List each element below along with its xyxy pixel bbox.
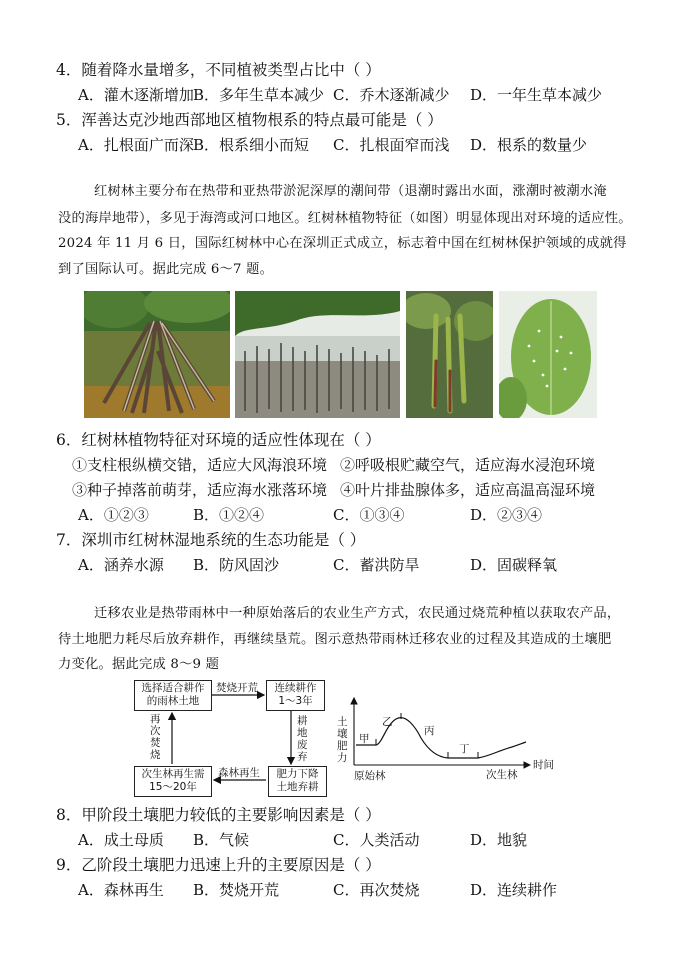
q8-option-c[interactable]: C．人类活动 bbox=[333, 831, 420, 849]
q7-option-a[interactable]: A．涵养水源 bbox=[78, 556, 164, 574]
q9-option-d[interactable]: D．连续耕作 bbox=[470, 881, 558, 899]
flow-box-secondary-forest-line1: 次生林再生需 bbox=[141, 768, 205, 780]
q5-option-c[interactable]: C．扎根面窄而浅 bbox=[333, 136, 450, 154]
q4-option-c[interactable]: C．乔木逐渐减少 bbox=[333, 86, 450, 104]
label-abandon: 耕地废弃 bbox=[297, 715, 308, 763]
chart-stage-yi: 乙 bbox=[382, 716, 393, 728]
chart-stage-bing: 丙 bbox=[424, 725, 435, 737]
chart-stage-ding: 丁 bbox=[459, 743, 470, 755]
question-6-stem: 6．红树林植物特征对环境的适应性体现在（ ） bbox=[56, 431, 381, 449]
passage2-line-2: 待土地肥力耗尽后放弃耕作，再继续垦荒。图示意热带雨林迁移农业的过程及其造成的土壤肥 bbox=[58, 632, 612, 647]
q7-option-b[interactable]: B．防风固沙 bbox=[193, 556, 280, 574]
label-reburn: 再次焚烧 bbox=[150, 713, 161, 761]
label-forest-regrow: 森林再生 bbox=[218, 767, 260, 779]
flow-box-fertility-decline-line1: 肥力下降 bbox=[276, 768, 319, 780]
flow-box-select-land-line1: 选择适合耕作 bbox=[141, 682, 205, 694]
chart-ylabel: 土壤肥力 bbox=[337, 716, 348, 764]
label-burn-clearing: 焚烧开荒 bbox=[216, 682, 258, 694]
flow-box-select-land-line2: 的雨林土地 bbox=[146, 695, 200, 707]
q9-option-b[interactable]: B．焚烧开荒 bbox=[193, 881, 280, 899]
q5-option-a[interactable]: A．扎根面广而深 bbox=[78, 136, 194, 154]
flow-box-continuous-farming-line2: 1～3年 bbox=[278, 695, 313, 707]
chart-xlabel: 时间 bbox=[533, 759, 554, 771]
q4-option-d[interactable]: D．一年生草本减少 bbox=[470, 86, 603, 104]
question-5-stem: 5．浑善达克沙地西部地区植物根系的特点最可能是（ ） bbox=[56, 111, 443, 129]
passage1-line-2: 没的海岸地带），多见于海湾或河口地区。红树林植物特征（如图）明显体现出对环境的适应性。 bbox=[58, 211, 632, 226]
flow-box-fertility-decline-line2: 土地弃耕 bbox=[276, 781, 319, 793]
q6-statement-4: ④叶片排盐腺体多，适应高温高湿环境 bbox=[340, 481, 596, 499]
passage2-line-3: 力变化。据此完成 8～9 题 bbox=[58, 657, 220, 672]
q7-option-d[interactable]: D．固碳释氧 bbox=[470, 556, 558, 574]
q8-option-b[interactable]: B．气候 bbox=[193, 831, 250, 849]
q6-option-b[interactable]: B．①②④ bbox=[193, 506, 265, 524]
question-7-stem: 7．深圳市红树林湿地系统的生态功能是（ ） bbox=[56, 531, 366, 549]
q8-option-a[interactable]: A．成土母质 bbox=[78, 831, 164, 849]
flow-box-secondary-forest-line2: 15～20年 bbox=[149, 781, 197, 793]
q9-option-a[interactable]: A．森林再生 bbox=[78, 881, 164, 899]
q9-option-c[interactable]: C．再次焚烧 bbox=[333, 881, 420, 899]
q6-option-a[interactable]: A．①②③ bbox=[78, 506, 149, 524]
chart-stage-jia: 甲 bbox=[359, 733, 370, 745]
passage1-line-1: 红树林主要分布在热带和亚热带淤泥深厚的潮间带（退潮时露出水面，涨潮时被潮水淹 bbox=[94, 184, 607, 199]
passage2-line-1: 迁移农业是热带雨林中一种原始落后的农业生产方式，农民通过烧荒种植以获取农产品， bbox=[94, 606, 621, 621]
q8-option-d[interactable]: D．地貌 bbox=[470, 831, 528, 849]
q7-option-c[interactable]: C．蓄洪防旱 bbox=[333, 556, 420, 574]
q6-statement-1: ①支柱根纵横交错，适应大风海浪环境 bbox=[72, 456, 328, 474]
q5-option-d[interactable]: D．根系的数量少 bbox=[470, 136, 588, 154]
chart-x-end: 次生林 bbox=[486, 769, 518, 781]
question-9-stem: 9．乙阶段土壤肥力迅速上升的主要原因是（ ） bbox=[56, 856, 381, 874]
q4-option-a[interactable]: A．灌木逐渐增加 bbox=[78, 86, 194, 104]
q6-statement-2: ②呼吸根贮藏空气，适应海水浸泡环境 bbox=[340, 456, 596, 474]
flow-box-continuous-farming-line1: 连续耕作 bbox=[274, 682, 317, 694]
passage1-line-4: 到了国际认可。据此完成 6～7 题。 bbox=[58, 262, 274, 277]
q5-option-b[interactable]: B．根系细小而短 bbox=[193, 136, 310, 154]
q6-statement-3: ③种子掉落前萌芽，适应海水涨落环境 bbox=[72, 481, 328, 499]
q6-option-d[interactable]: D．②③④ bbox=[470, 506, 543, 524]
q6-option-c[interactable]: C．①③④ bbox=[333, 506, 405, 524]
question-4-stem: 4．随着降水量增多，不同植被类型占比中（ ） bbox=[56, 61, 381, 79]
q4-option-b[interactable]: B．多年生草本减少 bbox=[193, 86, 325, 104]
question-8-stem: 8．甲阶段土壤肥力较低的主要影响因素是（ ） bbox=[56, 806, 381, 824]
chart-x-start: 原始林 bbox=[354, 770, 386, 782]
passage1-line-3: 2024 年 11 月 6 日，国际红树林中心在深圳正式成立，标志着中国在红树林保护领域的成就得 bbox=[58, 236, 627, 251]
